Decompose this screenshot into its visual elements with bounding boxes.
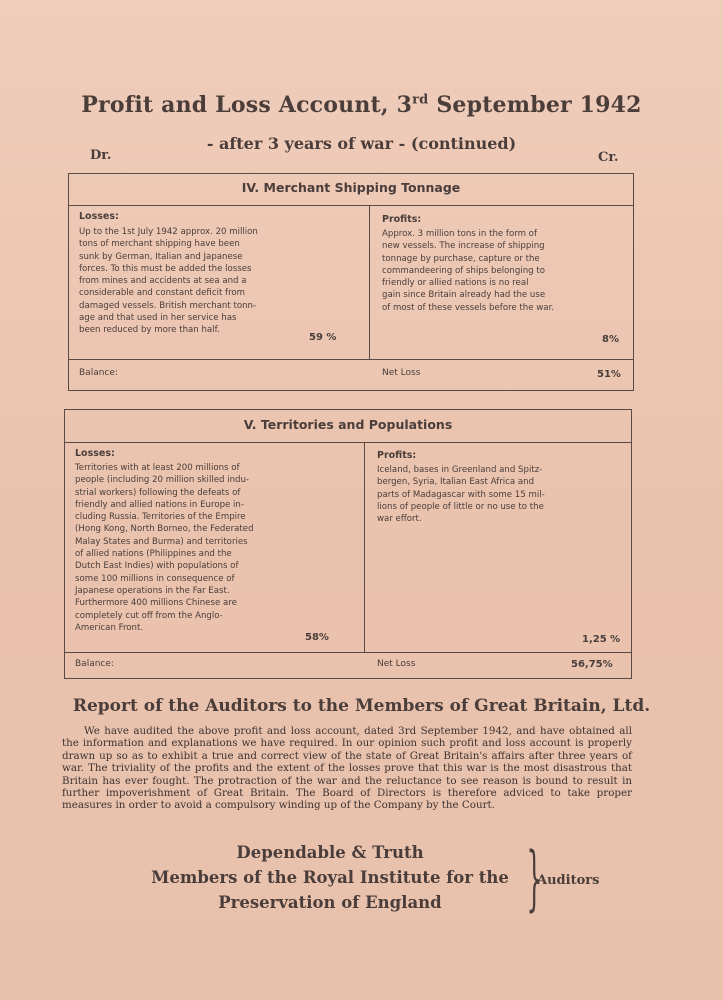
text-line: Iceland, bases in Greenland and Spitz- <box>377 465 543 475</box>
balance-label: Balance: <box>79 368 118 378</box>
text-line: American Front. <box>75 622 144 633</box>
net-loss-value: 51% <box>597 369 621 380</box>
text-line: friendly or allied nations is no real <box>382 278 529 289</box>
balance-label: Balance: <box>75 659 114 669</box>
page-subtitle: - after 3 years of war - (continued) <box>206 134 517 153</box>
text-line: strial workers) following the defeats of <box>75 487 241 498</box>
text-line: Territories with at least 200 millions of <box>75 463 240 473</box>
losses-text <box>75 462 335 634</box>
report-body: We have audited the above profit and loss account, dated 3rd September 1942, and have obtained all the information and explanations we have required. In our opinion such profit and loss account is properly drawn up so as to exhibit a true and correct view of the state of Great Britain's affairs after three years of war. The triviality of the profits and the extent of the losses prove that this war is the most disastrous that Britain has ever fought. The protraction of the war and the reluctance to see reason is bound to result in further impoverishment of Great Britain. The Board of Directors is therefore adviced to take proper measures in order to avoid a compulsory winding up of the Company by the Court. <box>62 725 632 812</box>
text-line: tonnage by purchase, capture or the <box>382 253 540 264</box>
text-line: Dutch East Indies) with populations of <box>75 561 239 572</box>
section-heading: V. Territories and Populations <box>243 417 453 432</box>
text-line: Japanese operations in the Far East. <box>75 585 230 596</box>
credit-label: Cr. <box>598 150 619 165</box>
losses-percentage: 58% <box>305 632 329 643</box>
profits-percentage: 8% <box>602 334 619 345</box>
signatory-line: Members of the Royal Institute for the <box>151 868 509 887</box>
text-line: (Hong Kong, North Borneo, the Federated <box>75 524 254 535</box>
profits-text <box>382 228 622 314</box>
text-line: of allied nations (Philippines and the <box>75 549 232 560</box>
text-line: age and that used in her service has <box>79 313 237 324</box>
divider <box>65 652 631 653</box>
text-line: completely cut off from the Anglo- <box>75 610 223 621</box>
page-title: Profit and Loss Account, 3rd September 1942 <box>81 92 642 118</box>
debit-label: Dr. <box>90 148 112 163</box>
text-line: Malay States and Burma) and territories <box>75 536 248 547</box>
text-line: from mines and accidents at sea and a <box>79 276 247 287</box>
divider <box>69 205 633 206</box>
text-line: friendly and allied nations in Europe in- <box>75 499 244 510</box>
text-line: forces. To this must be added the losses <box>79 263 252 274</box>
text-line: people (including 20 million skilled indu- <box>75 475 250 486</box>
profits-label: Profits: <box>377 450 417 461</box>
column-divider <box>369 205 370 359</box>
losses-label: Losses: <box>75 448 115 459</box>
text-line: bergen, Syria, Italian East Africa and <box>377 477 535 488</box>
text-line: damaged vessels. British merchant tonn- <box>79 300 257 311</box>
report-title: Report of the Auditors to the Members of Great Britain, Ltd. <box>72 696 651 716</box>
signatory-line: Dependable & Truth <box>236 843 424 862</box>
text-line: commandeering of ships belonging to <box>382 265 545 276</box>
losses-percentage: 59 % <box>309 332 337 343</box>
text-line: sunk by German, Italian and Japanese <box>79 251 243 262</box>
text-line: war effort. <box>377 514 422 525</box>
profits-label: Profits: <box>382 214 422 225</box>
net-loss-label: Net Loss <box>377 659 416 669</box>
signatory-line: Preservation of England <box>218 893 442 912</box>
brace-glyph: } <box>526 837 543 919</box>
text-line: some 100 millions in consequence of <box>75 573 235 584</box>
divider <box>65 442 631 443</box>
text-line: tons of merchant shipping have been <box>79 239 240 250</box>
signatories <box>130 840 530 915</box>
text-line: Furthermore 400 millions Chinese are <box>75 598 237 609</box>
text-line: parts of Madagascar with some 15 mil- <box>377 489 545 500</box>
column-divider <box>364 442 365 652</box>
text-line: Up to the 1st July 1942 approx. 20 million <box>79 227 258 237</box>
text-line: lions of people of little or no use to the <box>377 501 544 512</box>
text-line: considerable and constant deficit from <box>79 288 246 299</box>
losses-text <box>79 226 339 337</box>
auditors-label: Auditors <box>537 873 600 888</box>
section-heading: IV. Merchant Shipping Tonnage <box>241 180 461 195</box>
text-line: cluding Russia. Territories of the Empire <box>75 512 246 523</box>
text-line: been reduced by more than half. <box>79 325 220 336</box>
text-line: gain since Britain already had the use <box>382 290 546 301</box>
text-line: new vessels. The increase of shipping <box>382 241 545 252</box>
losses-label: Losses: <box>79 211 119 222</box>
profits-percentage: 1,25 % <box>582 634 621 645</box>
net-loss-label: Net Loss <box>382 368 421 378</box>
divider <box>69 359 633 360</box>
profits-text <box>377 464 617 525</box>
section-merchant-shipping <box>68 173 634 391</box>
text-line: of most of these vessels before the war. <box>382 302 555 313</box>
text-line: Approx. 3 million tons in the form of <box>382 229 537 239</box>
net-loss-value: 56,75% <box>571 659 613 670</box>
section-territories <box>64 409 632 679</box>
